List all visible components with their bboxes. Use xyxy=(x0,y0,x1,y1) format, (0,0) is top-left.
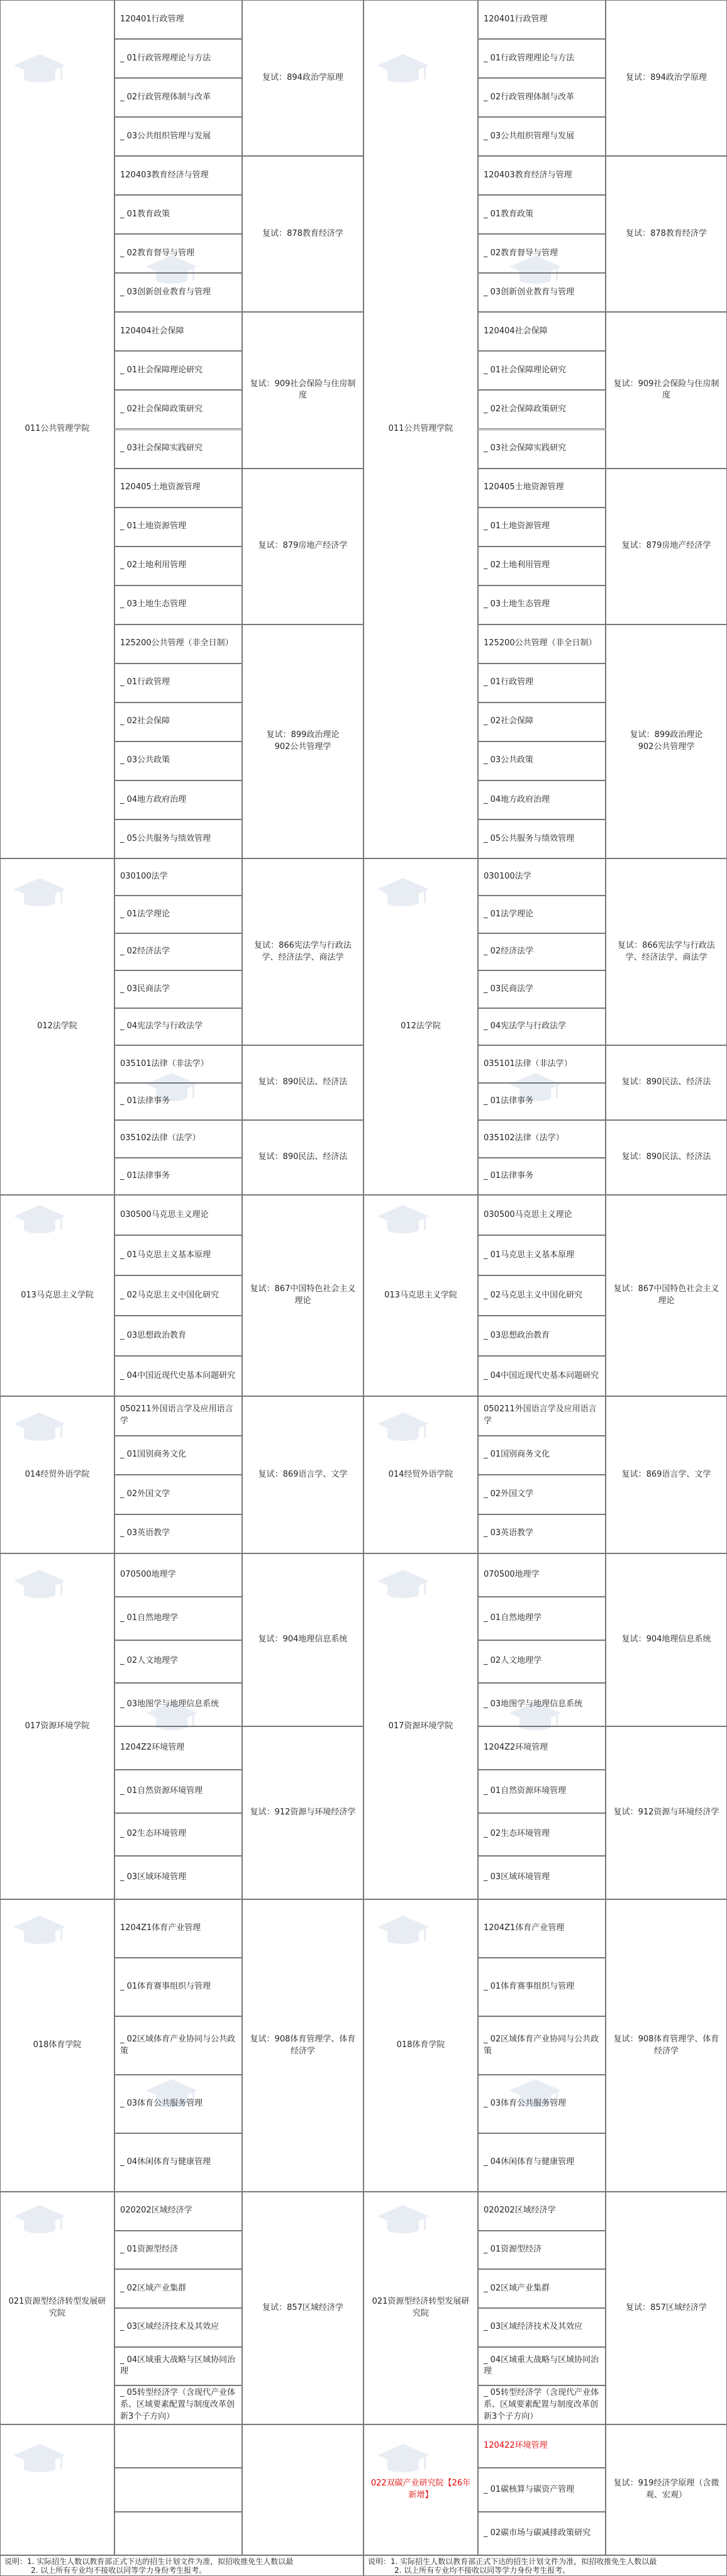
direction-row: _ 05公共服务与绩效管理 xyxy=(478,819,606,858)
direction-row: _ 04中国近现代史基本问题研究 xyxy=(114,1356,242,1396)
direction-row: _ 01社会保障理论研究 xyxy=(478,351,606,390)
direction-row: _ 02生态环境管理 xyxy=(114,1813,242,1857)
major-row: 125200公共管理（非全日制） xyxy=(478,625,606,663)
direction-row: _ 02经济法学 xyxy=(478,933,606,970)
major-row: 1204Z1体育产业管理 xyxy=(114,1899,242,1958)
exam-subject: 复试：909社会保险与住房制度 xyxy=(242,312,364,468)
direction-row: _ 02区域产业集群 xyxy=(478,2269,606,2308)
direction-row: _ 05转型经济学（含现代产业体系、区域要素配置与制度改革创新3个子方向） xyxy=(478,2385,606,2424)
direction-row: _ 01法律事务 xyxy=(114,1158,242,1195)
major-row: 035102法律（法学） xyxy=(114,1120,242,1157)
major-row: 1204Z2环境管理 xyxy=(114,1726,242,1770)
direction-row: _ 01国别商务文化 xyxy=(114,1436,242,1475)
direction-row: _ 03社会保障实践研究 xyxy=(478,430,606,469)
direction-row: _ 03区域环境管理 xyxy=(114,1856,242,1899)
direction-row: _ 04地方政府治理 xyxy=(478,780,606,819)
major-row: 120404社会保障 xyxy=(114,312,242,351)
exam-subject: 复试：894政治学原理 xyxy=(242,0,364,156)
direction-row: _ 01法律事务 xyxy=(114,1083,242,1120)
direction-row: _ 01自然地理学 xyxy=(114,1597,242,1640)
direction-row: _ 03英语教学 xyxy=(478,1514,606,1554)
college-name: 014经贸外语学院 xyxy=(364,1396,478,1553)
major-row: 120401行政管理 xyxy=(114,0,242,39)
exam-subject: 复试：890民法、经济法 xyxy=(606,1120,727,1195)
direction-row: _ 02碳市场与碳减排政策研究 xyxy=(478,2512,606,2555)
exam-subject: 复试：857区域经济学 xyxy=(606,2192,727,2424)
direction-row: _ 04休闲体育与健康管理 xyxy=(114,2133,242,2192)
direction-row: _ 01体育赛事组织与管理 xyxy=(114,1958,242,2016)
direction-row: _ 03思想政治教育 xyxy=(114,1316,242,1356)
direction-row: _ 03地图学与地理信息系统 xyxy=(114,1683,242,1726)
exam-subject: 复试：867中国特色社会主义理论 xyxy=(242,1195,364,1396)
direction-row: _ 02社会保障 xyxy=(478,702,606,741)
direction-row: _ 02土地利用管理 xyxy=(478,547,606,586)
direction-row: _ 01教育政策 xyxy=(114,195,242,234)
exam-subject: 复试：904地理信息系统 xyxy=(606,1553,727,1726)
exam-subject: 复试：908体育管理学、体育经济学 xyxy=(242,1899,364,2192)
college-name: 013马克思主义学院 xyxy=(364,1195,478,1396)
direction-row: _ 03创新创业教育与管理 xyxy=(478,273,606,312)
direction-row: _ 02社会保障政策研究 xyxy=(114,390,242,429)
direction-row: _ 01自然地理学 xyxy=(478,1597,606,1640)
right-table xyxy=(364,0,727,2576)
exam-subject: 复试：879房地产经济学 xyxy=(242,469,364,625)
direction-row: _ 03公共政策 xyxy=(114,741,242,780)
direction-row: _ 02社会保障政策研究 xyxy=(478,390,606,429)
direction-row: _ 04区域重大战略与区域协同治理 xyxy=(478,2347,606,2386)
college-name: 012法学院 xyxy=(0,858,114,1195)
exam-subject xyxy=(242,2424,364,2555)
direction-row: _ 02行政管理体制与改革 xyxy=(114,78,242,117)
direction-row: _ 03土地生态管理 xyxy=(478,586,606,625)
exam-subject: 复试：890民法、经济法 xyxy=(606,1045,727,1120)
direction-row: _ 04休闲体育与健康管理 xyxy=(478,2133,606,2192)
major-row: 035101法律（非法学） xyxy=(114,1045,242,1082)
direction-row: _ 03体育公共服务管理 xyxy=(114,2075,242,2133)
direction-row: _ 02外国文学 xyxy=(114,1475,242,1514)
direction-row: _ 01马克思主义基本原理 xyxy=(478,1235,606,1275)
college-name: 012法学院 xyxy=(364,858,478,1195)
direction-row: _ 01行政管理理论与方法 xyxy=(114,39,242,78)
major-row: 035102法律（法学） xyxy=(478,1120,606,1157)
exam-subject: 复试：912资源与环境经济学 xyxy=(606,1726,727,1899)
direction-row: _ 03公共组织管理与发展 xyxy=(114,117,242,156)
college-name: 011公共管理学院 xyxy=(0,0,114,858)
footnote xyxy=(0,2555,364,2576)
major-row: 120422环境管理 xyxy=(478,2424,606,2468)
major-row: 120401行政管理 xyxy=(478,0,606,39)
exam-subject: 复试：894政治学原理 xyxy=(606,0,727,156)
major-row: 1204Z1体育产业管理 xyxy=(478,1899,606,1958)
direction-row: _ 03思想政治教育 xyxy=(478,1316,606,1356)
exam-subject: 复试：890民法、经济法 xyxy=(242,1120,364,1195)
direction-row: _ 01国别商务文化 xyxy=(478,1436,606,1475)
major-row: 070500地理学 xyxy=(478,1553,606,1597)
direction-row: _ 03创新创业教育与管理 xyxy=(114,273,242,312)
footnote-line-2: 2. 以上所有专业均不接收以同等学力身份考生报考。 xyxy=(394,2566,570,2575)
footnote-line-2: 2. 以上所有专业均不接收以同等学力身份考生报考。 xyxy=(31,2566,207,2575)
major-row: 120405土地资源管理 xyxy=(114,469,242,508)
direction-row: _ 03区域环境管理 xyxy=(478,1856,606,1899)
direction-row: _ 02人文地理学 xyxy=(478,1640,606,1684)
exam-subject: 复试：867中国特色社会主义理论 xyxy=(606,1195,727,1396)
college-name: 013马克思主义学院 xyxy=(0,1195,114,1396)
direction-row: _ 01自然资源环境管理 xyxy=(114,1770,242,1813)
exam-subject: 复试：879房地产经济学 xyxy=(606,469,727,625)
direction-row: _ 05公共服务与绩效管理 xyxy=(114,819,242,858)
major-row: 125200公共管理（非全日制） xyxy=(114,625,242,663)
direction-row: _ 01社会保障理论研究 xyxy=(114,351,242,390)
direction-row: _ 02外国文学 xyxy=(478,1475,606,1514)
major-row: 070500地理学 xyxy=(114,1553,242,1597)
major-row: 030100法学 xyxy=(114,858,242,896)
exam-subject: 复试：869语言学、文学 xyxy=(606,1396,727,1553)
exam-subject: 复试：878教育经济学 xyxy=(606,156,727,312)
college-name: 011公共管理学院 xyxy=(364,0,478,858)
direction-row: _ 03土地生态管理 xyxy=(114,586,242,625)
exam-subject: 复试：869语言学、文学 xyxy=(242,1396,364,1553)
direction-row: _ 01资源型经济 xyxy=(114,2231,242,2270)
direction-row: _ 04中国近现代史基本问题研究 xyxy=(478,1356,606,1396)
exam-subject: 复试：899政治理论 902公共管理学 xyxy=(242,625,364,858)
major-row: 120403教育经济与管理 xyxy=(114,156,242,195)
direction-row: _ 03体育公共服务管理 xyxy=(478,2075,606,2133)
direction-row: _ 02区域体育产业协同与公共政策 xyxy=(478,2016,606,2075)
direction-row: _ 04区域重大战略与区域协同治理 xyxy=(114,2347,242,2386)
direction-row: _ 02区域体育产业协同与公共政策 xyxy=(114,2016,242,2075)
exam-subject: 复试：890民法、经济法 xyxy=(242,1045,364,1120)
direction-row: _ 02马克思主义中国化研究 xyxy=(478,1275,606,1316)
direction-row: _ 03公共组织管理与发展 xyxy=(478,117,606,156)
direction-row: _ 02教育督导与管理 xyxy=(114,234,242,273)
direction-row: _ 01马克思主义基本原理 xyxy=(114,1235,242,1275)
direction-row: _ 01教育政策 xyxy=(478,195,606,234)
direction-row: _ 02生态环境管理 xyxy=(478,1813,606,1857)
direction-row: _ 01法学理论 xyxy=(478,896,606,933)
major-row: 030500马克思主义理论 xyxy=(478,1195,606,1235)
college-name: 021资源型经济转型发展研究院 xyxy=(364,2192,478,2424)
major-row: 050211外国语言学及应用语言学 xyxy=(478,1396,606,1436)
footnote-line-1: 说明：1. 实际招生人数以教育部正式下达的招生计划文件为准，拟招收推免生人数以最 xyxy=(4,2557,294,2566)
exam-subject: 复试：912资源与环境经济学 xyxy=(242,1726,364,1899)
direction-row xyxy=(114,2468,242,2511)
direction-row: _ 03民商法学 xyxy=(114,970,242,1008)
exam-subject: 复试：919经济学原理（含微观、宏观） xyxy=(606,2424,727,2555)
college-name: 014经贸外语学院 xyxy=(0,1396,114,1553)
direction-row: _ 01土地资源管理 xyxy=(114,508,242,547)
direction-row: _ 01自然资源环境管理 xyxy=(478,1770,606,1813)
direction-row: _ 03社会保障实践研究 xyxy=(114,430,242,469)
major-row: 120404社会保障 xyxy=(478,312,606,351)
major-row: 1204Z2环境管理 xyxy=(478,1726,606,1770)
major-row: 120403教育经济与管理 xyxy=(478,156,606,195)
exam-subject: 复试：866宪法学与行政法学、经济法学、商法学 xyxy=(606,858,727,1045)
college-name xyxy=(0,2424,114,2555)
direction-row: _ 01法律事务 xyxy=(478,1158,606,1195)
direction-row: _ 03民商法学 xyxy=(478,970,606,1008)
footnote-line-1: 说明：1. 实际招生人数以教育部正式下达的招生计划文件为准，拟招收推免生人数以最 xyxy=(368,2557,657,2566)
direction-row xyxy=(114,2512,242,2555)
college-name: 022双碳产业研究院【26年新增】 xyxy=(364,2424,478,2555)
direction-row: _ 02行政管理体制与改革 xyxy=(478,78,606,117)
direction-row: _ 03区域经济技术及其效应 xyxy=(114,2308,242,2347)
exam-subject: 复试：857区域经济学 xyxy=(242,2192,364,2424)
direction-row: _ 03英语教学 xyxy=(114,1514,242,1554)
direction-row: _ 01行政管理 xyxy=(114,663,242,702)
direction-row: _ 03公共政策 xyxy=(478,741,606,780)
exam-subject: 复试：878教育经济学 xyxy=(242,156,364,312)
college-name: 017资源环境学院 xyxy=(0,1553,114,1899)
direction-row: _ 02经济法学 xyxy=(114,933,242,970)
direction-row: _ 01行政管理 xyxy=(478,663,606,702)
major-row: 120405土地资源管理 xyxy=(478,469,606,508)
direction-row: _ 03地图学与地理信息系统 xyxy=(478,1683,606,1726)
major-row: 050211外国语言学及应用语言学 xyxy=(114,1396,242,1436)
direction-row: _ 03区域经济技术及其效应 xyxy=(478,2308,606,2347)
direction-row: _ 02土地利用管理 xyxy=(114,547,242,586)
direction-row: _ 01资源型经济 xyxy=(478,2231,606,2270)
direction-row: _ 01体育赛事组织与管理 xyxy=(478,1958,606,2016)
major-row: 020202区域经济学 xyxy=(478,2192,606,2231)
college-name: 018体育学院 xyxy=(364,1899,478,2192)
direction-row: _ 04宪法学与行政法学 xyxy=(478,1008,606,1045)
major-row: 020202区域经济学 xyxy=(114,2192,242,2231)
direction-row: _ 02区域产业集群 xyxy=(114,2269,242,2308)
major-row: 035101法律（非法学） xyxy=(478,1045,606,1082)
college-name: 017资源环境学院 xyxy=(364,1553,478,1899)
college-name: 021资源型经济转型发展研究院 xyxy=(0,2192,114,2424)
college-name: 018体育学院 xyxy=(0,1899,114,2192)
direction-row: _ 04地方政府治理 xyxy=(114,780,242,819)
direction-row: _ 01土地资源管理 xyxy=(478,508,606,547)
direction-row: _ 02马克思主义中国化研究 xyxy=(114,1275,242,1316)
direction-row: _ 01法学理论 xyxy=(114,896,242,933)
exam-subject: 复试：866宪法学与行政法学、经济法学、商法学 xyxy=(242,858,364,1045)
exam-subject: 复试：904地理信息系统 xyxy=(242,1553,364,1726)
direction-row: _ 05转型经济学（含现代产业体系、区域要素配置与制度改革创新3个子方向） xyxy=(114,2385,242,2424)
direction-row: _ 02教育督导与管理 xyxy=(478,234,606,273)
direction-row: _ 01行政管理理论与方法 xyxy=(478,39,606,78)
direction-row: _ 02人文地理学 xyxy=(114,1640,242,1684)
exam-subject: 复试：899政治理论 902公共管理学 xyxy=(606,625,727,858)
direction-row: _ 01法律事务 xyxy=(478,1083,606,1120)
major-row xyxy=(114,2424,242,2468)
footnote xyxy=(364,2555,727,2576)
direction-row: _ 04宪法学与行政法学 xyxy=(114,1008,242,1045)
major-row: 030100法学 xyxy=(478,858,606,896)
direction-row: _ 01碳核算与碳资产管理 xyxy=(478,2468,606,2511)
major-row: 030500马克思主义理论 xyxy=(114,1195,242,1235)
exam-subject: 复试：909社会保险与住房制度 xyxy=(606,312,727,468)
direction-row: _ 02社会保障 xyxy=(114,702,242,741)
exam-subject: 复试：908体育管理学、体育经济学 xyxy=(606,1899,727,2192)
